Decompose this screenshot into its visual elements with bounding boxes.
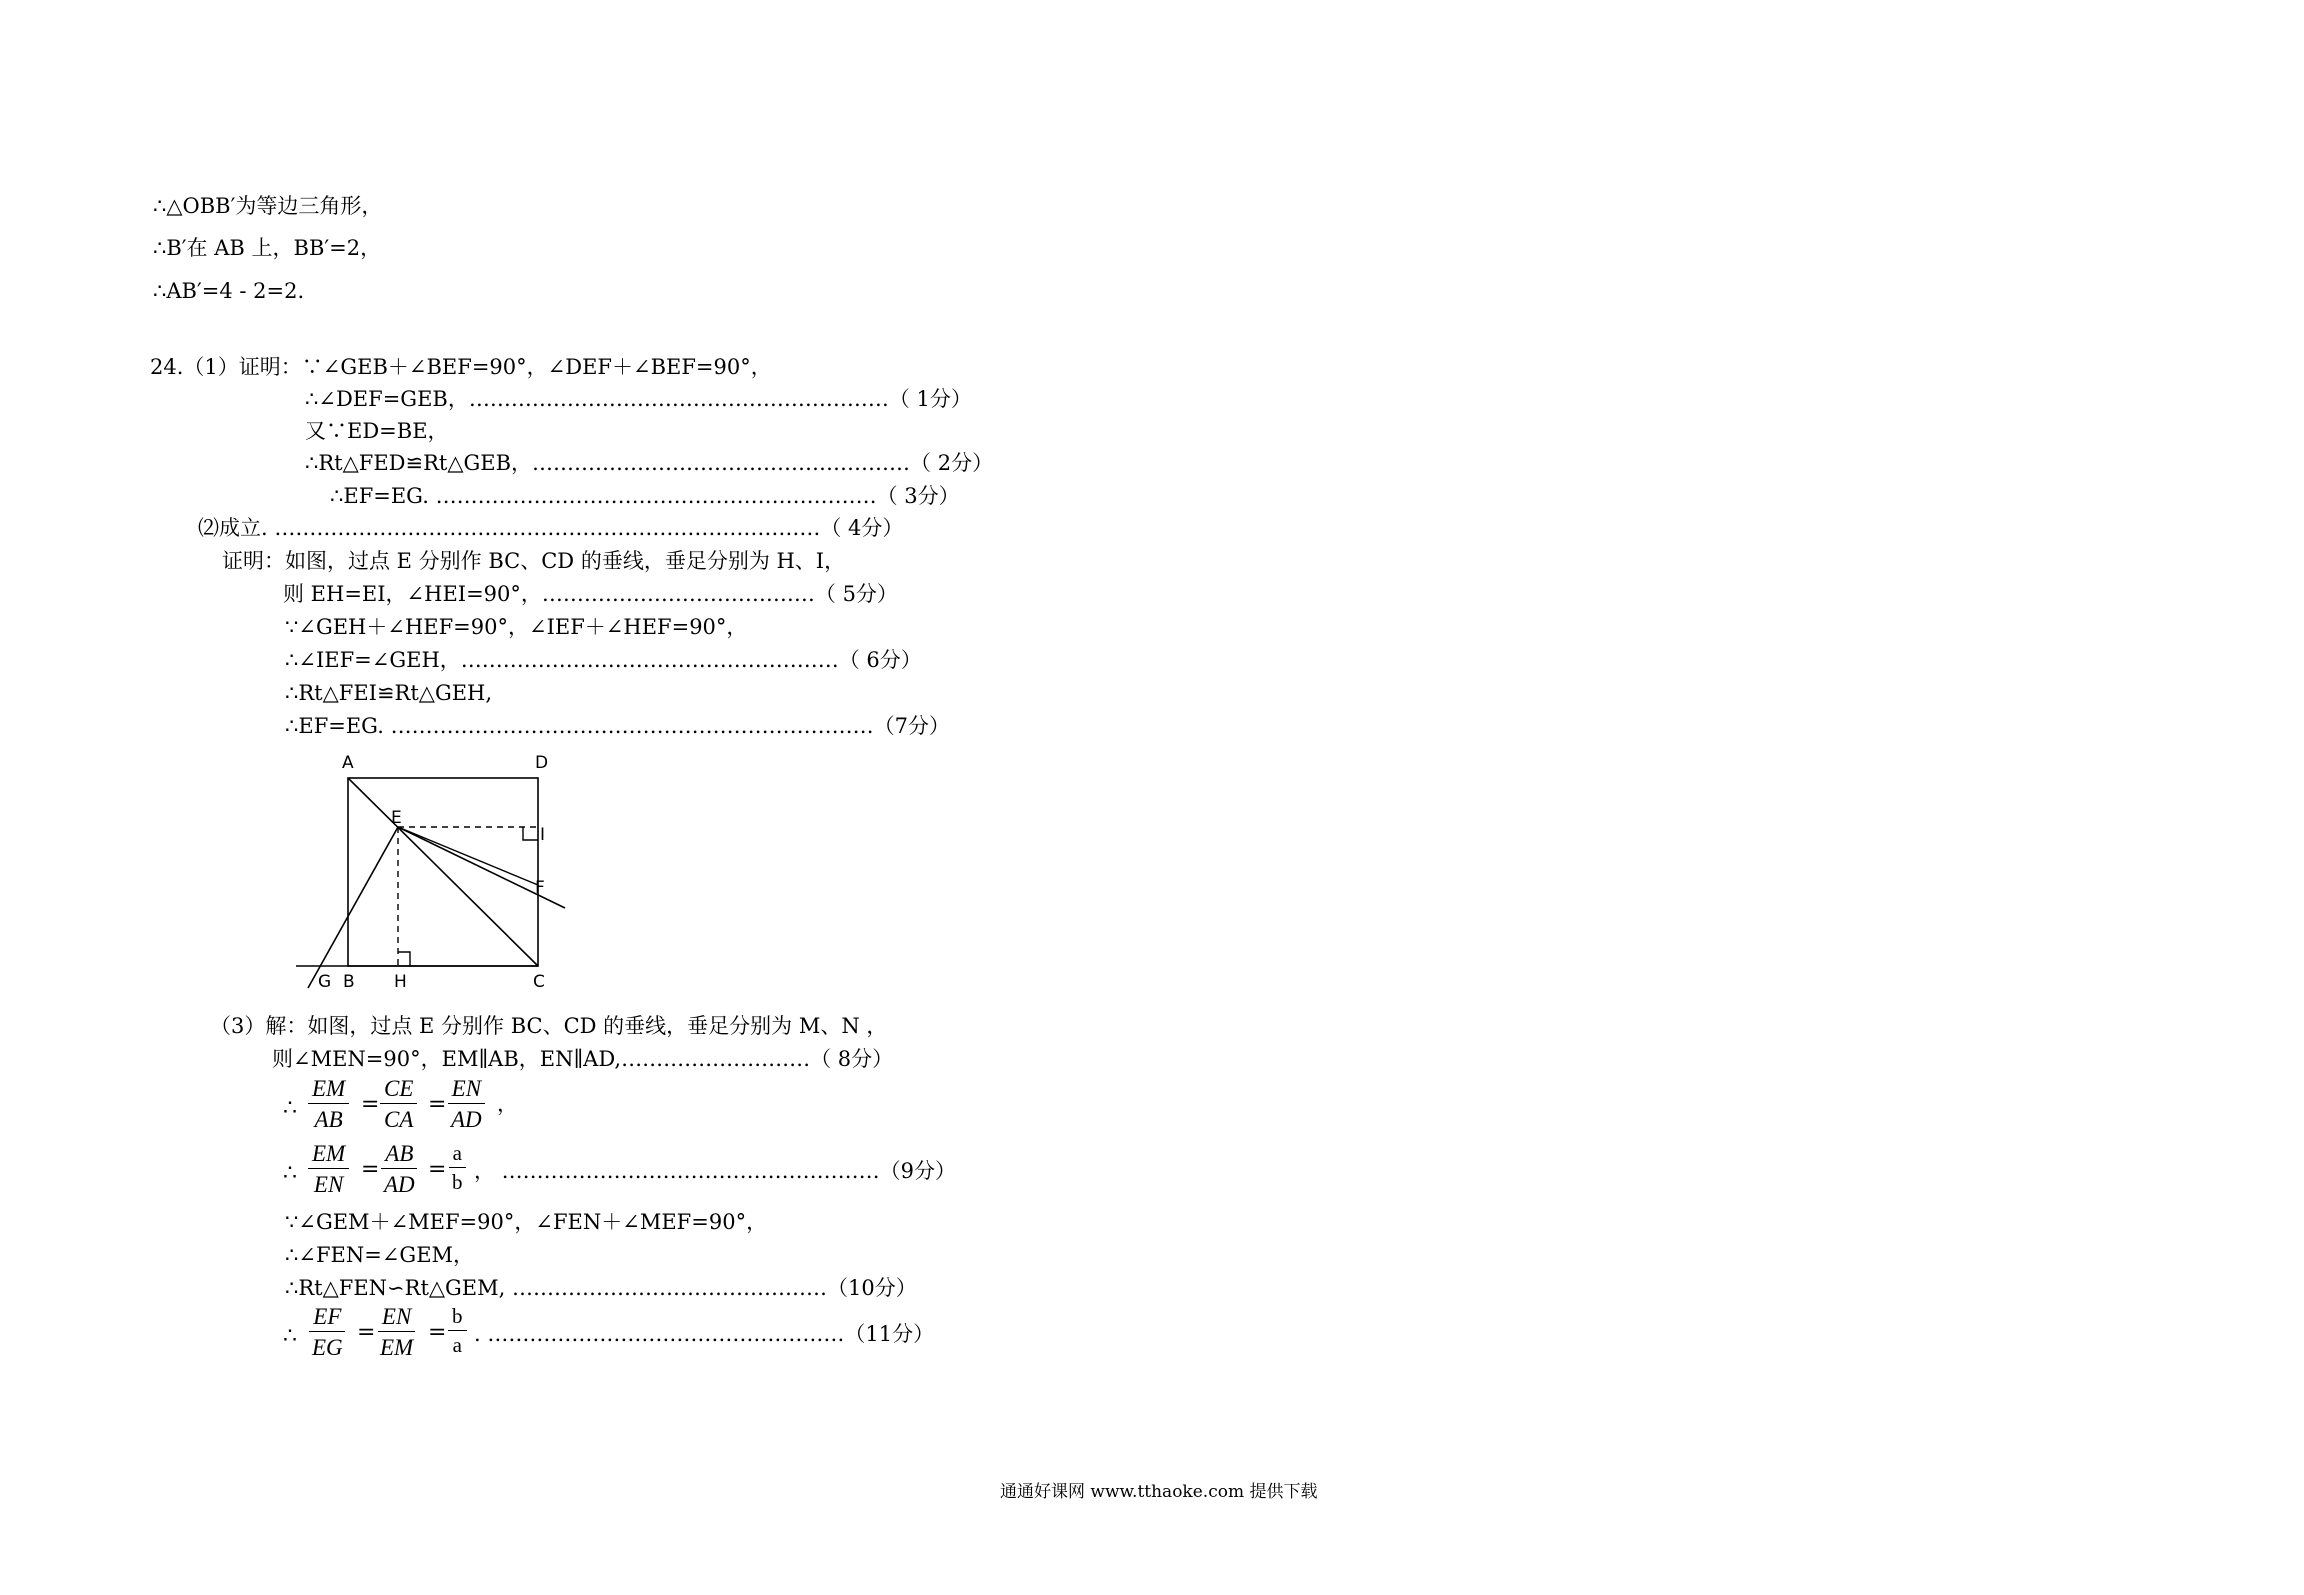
proof-line: 则 EH=EI，∠HEI=90°，…………………………………（ 5分） [283,582,898,606]
denominator: b [452,1170,463,1195]
diagonal-ac [348,778,538,966]
fraction [447,1076,486,1133]
proof-line: 则∠MEN=90°，EM∥AB，EN∥AD,………………………（ 8分） [272,1047,894,1071]
label-f: F [535,878,545,898]
fraction [308,1076,349,1133]
right-angle-i [523,827,538,840]
fraction [380,1141,419,1198]
segment-eg [308,827,398,988]
label-g: G [318,972,332,992]
numerator: a [449,1142,466,1168]
proof-line: ∴EF=EG. ………………………………………………………（ 3分） [330,484,960,508]
denominator: AB [314,1107,343,1133]
numerator: EF [309,1304,345,1332]
fraction [448,1142,467,1194]
label-b: B [343,972,355,992]
label-d: D [535,753,549,773]
denominator: AD [451,1107,482,1133]
proof-line: ∴∠FEN=∠GEM， [285,1243,475,1267]
proof-line: ∴∠IEF=∠GEH，………………………………………………（ 6分） [285,648,922,672]
equation-tail: . ……………………………………………（11分） [474,1322,935,1346]
label-i: I [540,825,546,845]
geometry-figure [290,745,580,995]
equals-sign: = [428,1092,447,1117]
therefore-symbol: ∴ [283,1161,297,1186]
proof-line: ∵∠GEM＋∠MEF=90°，∠FEN＋∠MEF=90°， [285,1210,768,1234]
denominator: EM [380,1335,414,1361]
proof-line: ∴Rt△FEI≌Rt△GEH, [285,681,493,705]
proof-line: 又∵ED=BE， [305,419,449,443]
denominator: AD [384,1172,415,1198]
numerator: EN [448,1076,485,1104]
denominator: a [452,1333,462,1358]
equals-sign: = [357,1320,376,1345]
therefore-symbol: ∴ [283,1096,297,1121]
equation-tail: ， [497,1092,518,1116]
q24-part3-heading: （3）解：如图，过点 E 分别作 BC、CD 的垂线，垂足分别为 M、N ， [210,1014,888,1038]
fraction [376,1304,417,1361]
proof-line: ∴B′在 AB 上，BB′=2， [153,236,382,260]
label-a: A [342,753,354,773]
page-footer: 通通好课网 www.tthaoke.com 提供下载 [1000,1482,1318,1502]
denominator: EN [313,1172,344,1198]
equation-tail: ， ………………………………………………（9分） [474,1159,957,1183]
proof-line: ∴∠DEF=GEB，……………………………………………………（ 1分） [305,387,972,411]
numerator: EN [378,1304,415,1332]
equals-sign: = [428,1157,447,1182]
proof-line: ∴△OBB′为等边三角形， [153,194,383,218]
therefore-symbol: ∴ [283,1324,297,1349]
numerator: EM [308,1076,349,1104]
proof-line: ∴Rt△FEN∽Rt△GEM, ………………………………………（10分） [285,1276,917,1300]
fraction [308,1141,349,1198]
fraction [448,1305,467,1357]
segment-ef-2 [398,827,538,885]
equals-sign: = [361,1157,380,1182]
label-h: H [394,972,407,992]
label-e: E [391,808,402,828]
q24-part1-heading: 24.（1）证明：∵∠GEB＋∠BEF=90°，∠DEF＋∠BEF=90°， [150,355,772,379]
proof-line: 证明：如图，过点 E 分别作 BC、CD 的垂线，垂足分别为 H、I， [222,549,846,573]
proof-line: ∵∠GEH＋∠HEF=90°，∠IEF＋∠HEF=90°， [285,615,748,639]
right-angle-h [398,952,410,966]
denominator: CA [384,1107,414,1133]
numerator: AB [381,1141,417,1169]
equals-sign: = [361,1092,380,1117]
denominator: EG [312,1335,343,1361]
numerator: CE [380,1076,417,1104]
fraction [308,1304,347,1361]
numerator: EM [308,1141,349,1169]
equals-sign: = [428,1320,447,1345]
proof-line: ∴EF=EG. ……………………………………………………………（7分） [285,714,950,738]
label-c: C [533,972,545,992]
q24-part2-heading: ⑵成立. ……………………………………………………………………（ 4分） [198,516,904,540]
proof-line: ∴Rt△FED≌Rt△GEB，………………………………………………（ 2分） [305,451,994,475]
proof-line: ∴AB′=4 - 2=2. [153,279,305,303]
numerator: b [448,1305,467,1331]
fraction [380,1076,417,1133]
